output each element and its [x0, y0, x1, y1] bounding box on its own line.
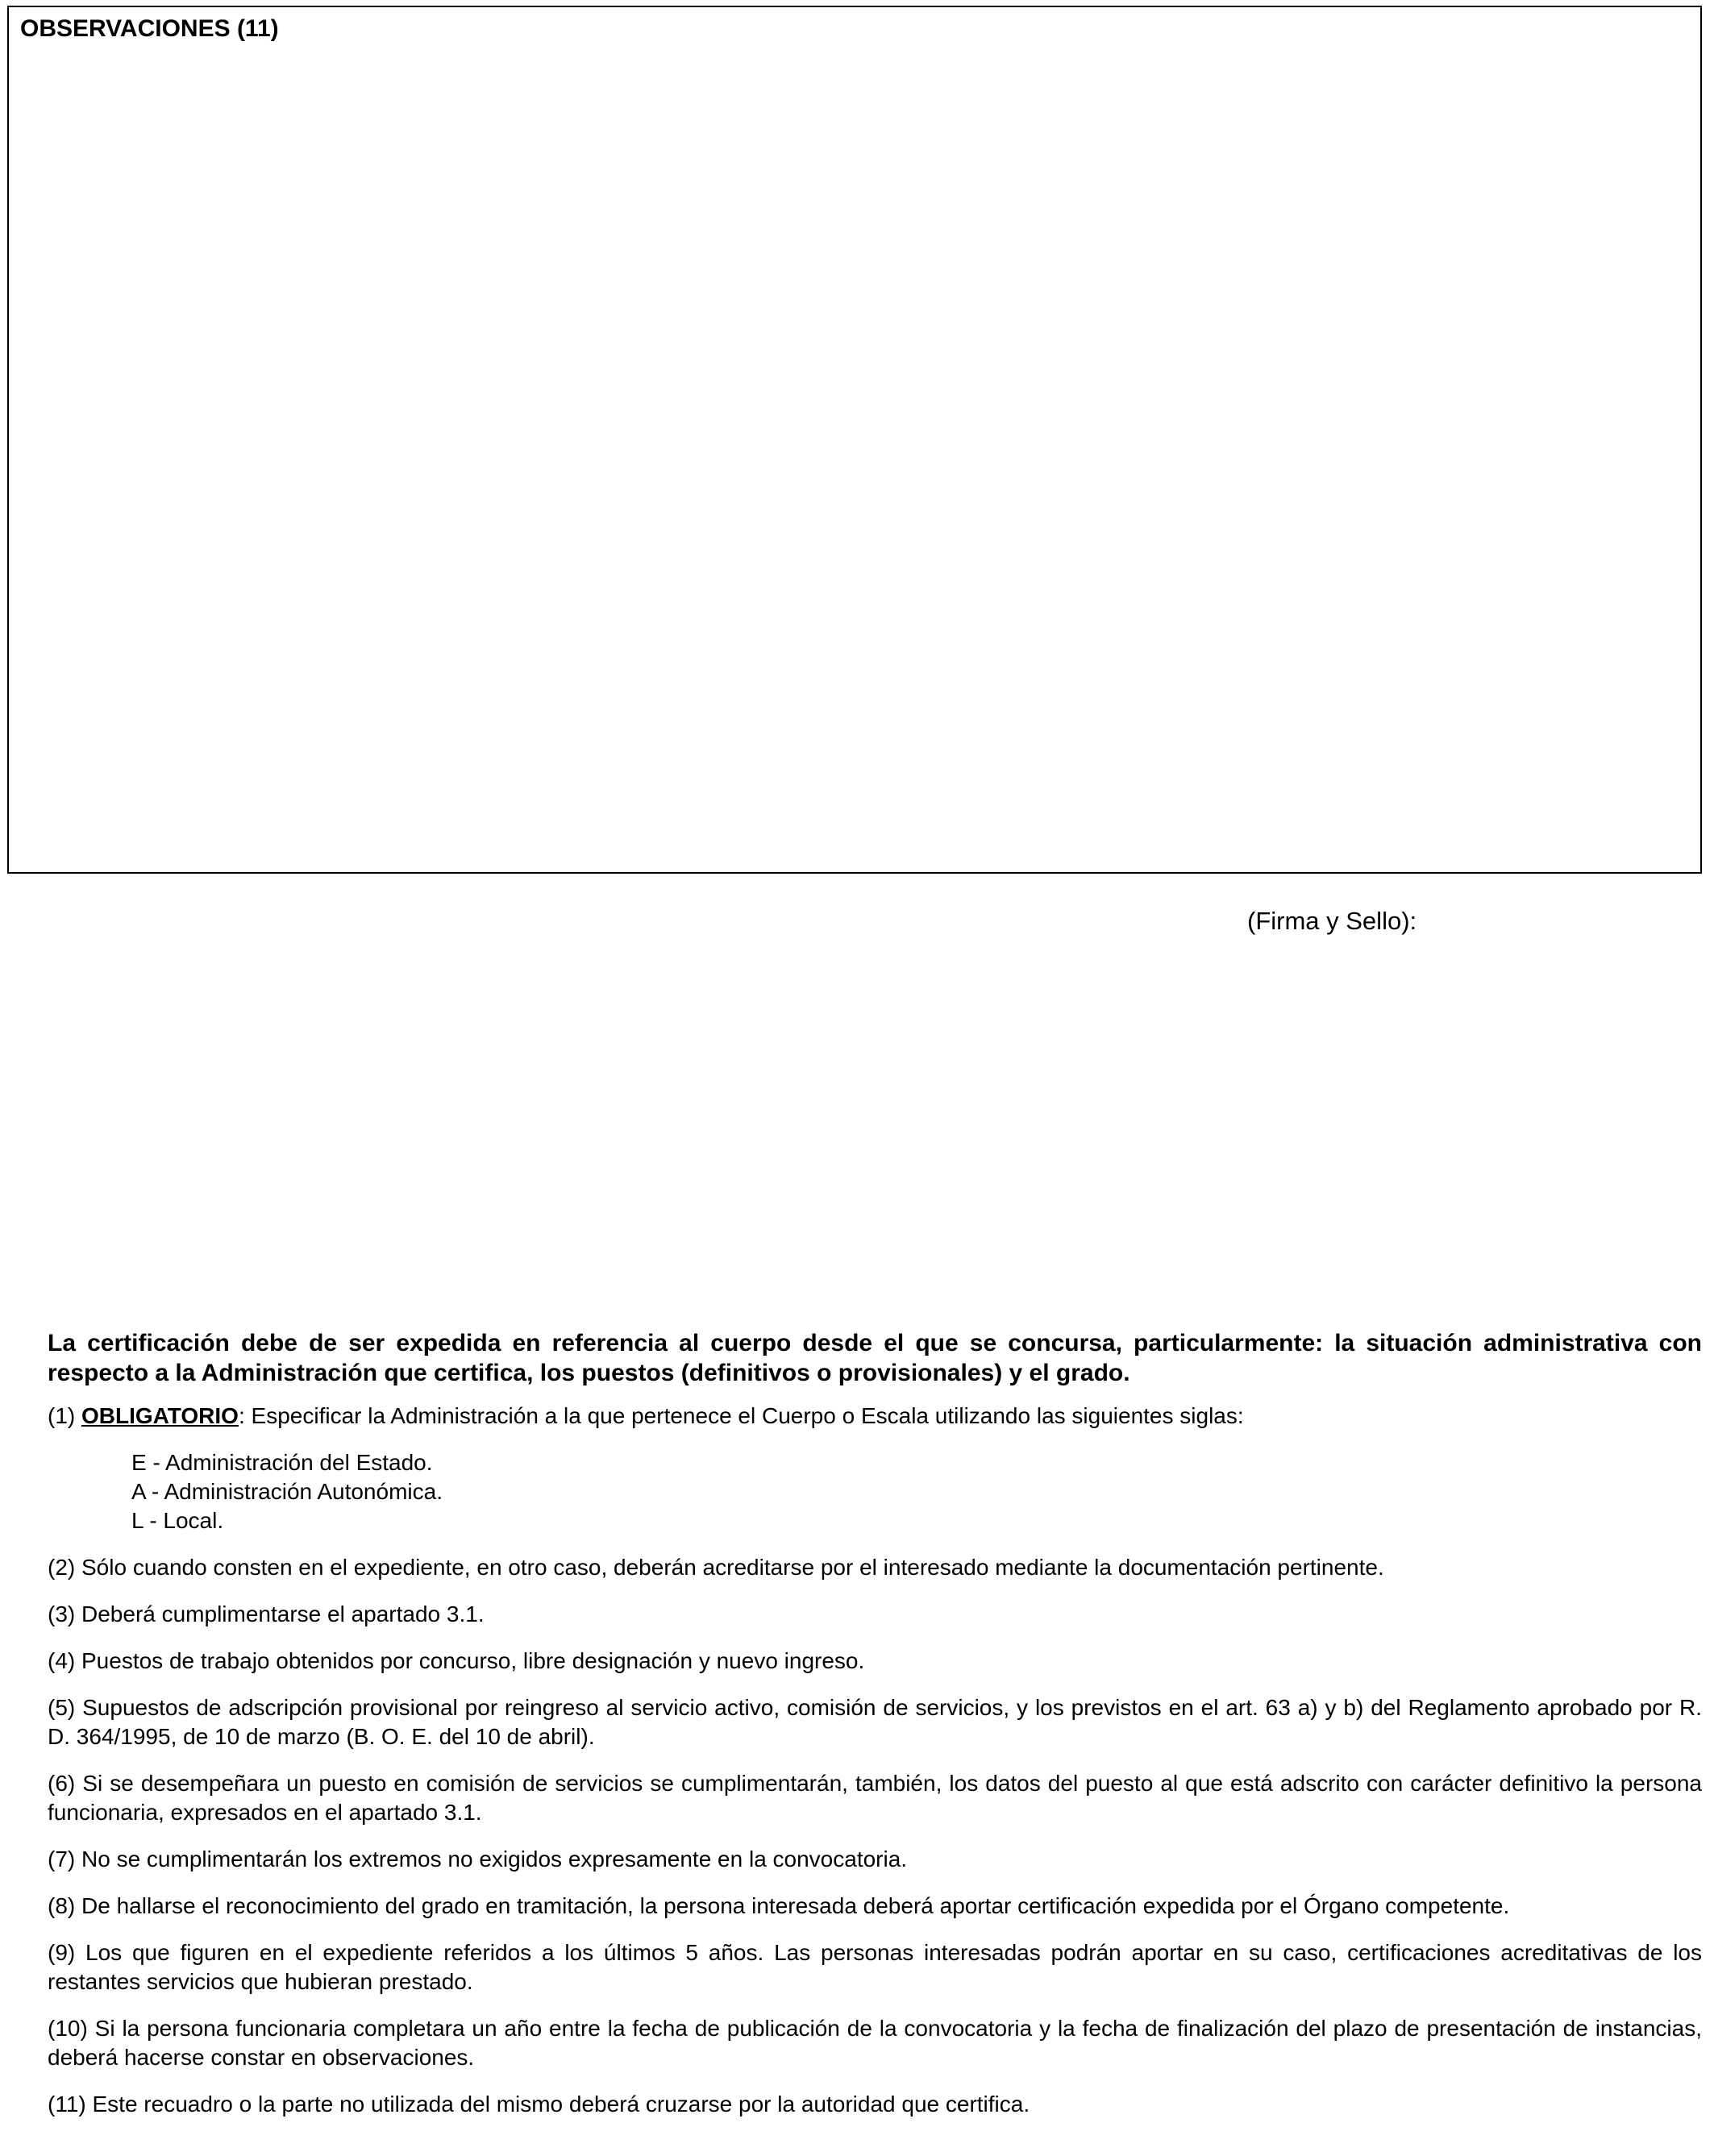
observaciones-title: OBSERVACIONES (11) — [20, 15, 279, 42]
note-1-prefix: (1) — [48, 1403, 81, 1428]
sigla-item: E - Administración del Estado. — [131, 1450, 433, 1475]
note-4: (4) Puestos de trabajo obtenidos por concurso, libre designación y nuevo ingreso. — [48, 1648, 865, 1673]
notes-intro: La certificación debe de ser expedida en referencia al cuerpo desde el que se concursa, particularmente: la situación administrativa con respecto a la Administración que certifica, los puestos (definitivos o provisionales) y el grado. — [48, 1330, 1702, 1386]
note-9: (9) Los que figuren en el expediente referidos a los últimos 5 años. Las personas interesadas podrán aportar en su caso, certificaciones acreditativas de los restantes servicios que hubieran prestado. — [48, 1940, 1702, 1994]
note-11: (11) Este recuadro o la parte no utilizada del mismo deberá cruzarse por la autoridad que certifica. — [48, 2092, 1030, 2117]
note-1-keyword: OBLIGATORIO — [81, 1403, 239, 1428]
note-1 — [48, 1402, 1702, 1431]
siglas-list — [131, 1448, 1702, 1535]
note-8: (8) De hallarse el reconocimiento del grado en tramitación, la persona interesada deberá aportar certificación expedida por el Órgano competente. — [48, 1893, 1510, 1918]
sigla-item: A - Administración Autonómica. — [131, 1479, 443, 1504]
sigla-item: L - Local. — [131, 1508, 224, 1533]
note-7: (7) No se cumplimentarán los extremos no exigidos expresamente en la convocatoria. — [48, 1847, 908, 1871]
notes-section — [48, 1328, 1702, 2137]
note-3: (3) Deberá cumplimentarse el apartado 3.1. — [48, 1601, 485, 1626]
observaciones-box[interactable] — [7, 6, 1702, 874]
note-5: (5) Supuestos de adscripción provisional por reingreso al servicio activo, comisión de servicios, y los previstos en el art. 63 a) y b) del Reglamento aprobado por R. D. 364/1995, de 10 de marzo (B. O. E. del 10 de abril). — [48, 1695, 1702, 1749]
note-10: (10) Si la persona funcionaria completara un año entre la fecha de publicación de la convocatoria y la fecha de finalización del plazo de presentación de instancias, deberá hacerse constar en observaciones. — [48, 2016, 1702, 2070]
signature-label: (Firma y Sello): — [1247, 907, 1417, 935]
note-2: (2) Sólo cuando consten en el expediente, en otro caso, deberán acreditarse por el interesado mediante la documentación pertinente. — [48, 1555, 1384, 1580]
note-6: (6) Si se desempeñara un puesto en comisión de servicios se cumplimentarán, también, los datos del puesto al que está adscrito con carácter definitivo la persona funcionaria, expresados en el apartado 3.1. — [48, 1771, 1702, 1825]
note-1-text: : Especificar la Administración a la que pertenece el Cuerpo o Escala utilizando las siguientes siglas: — [238, 1403, 1244, 1428]
